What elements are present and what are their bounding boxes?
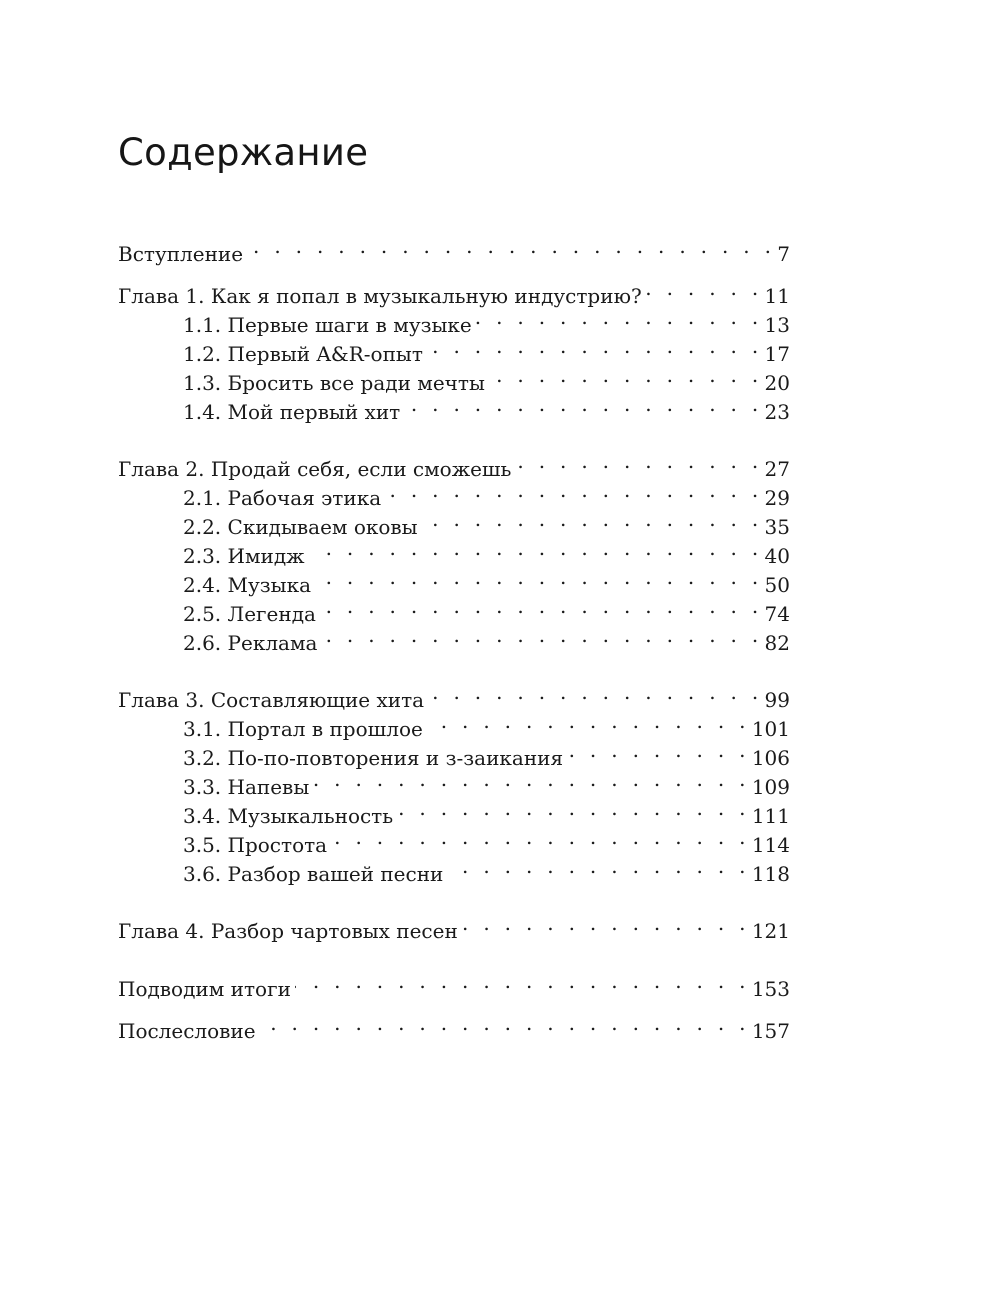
toc-entry-chapter-2[interactable] <box>118 446 790 481</box>
toc-entry-section-1-3[interactable] <box>183 360 790 395</box>
toc-entry-page: 121 <box>751 919 790 943</box>
toc-entry-page: 157 <box>751 1019 790 1043</box>
toc-entry-chapter-4[interactable] <box>118 908 790 943</box>
toc-entry-label: 2.2. Скидываем оковы <box>183 515 418 539</box>
toc-entry-page: 50 <box>764 573 790 597</box>
toc-entry-label: 3.6. Разбор вашей песни <box>183 862 444 886</box>
toc-entry-section-3-1[interactable] <box>183 706 790 741</box>
dot-leader <box>404 389 762 419</box>
dot-leader <box>462 908 750 938</box>
toc-entry-page: 29 <box>764 486 790 510</box>
toc-entry-page: 101 <box>751 717 790 741</box>
dot-leader <box>515 446 762 476</box>
toc-entry-label: 3.2. По-по-повторения и з-заикания <box>183 746 564 770</box>
toc-entry-page: 118 <box>751 862 790 886</box>
toc-entry-page: 99 <box>764 688 790 712</box>
toc-entry-section-3-4[interactable] <box>183 793 790 828</box>
dot-leader <box>315 562 763 592</box>
dot-leader <box>427 331 763 361</box>
dot-leader <box>428 677 762 707</box>
toc-entry-section-2-2[interactable] <box>183 504 790 539</box>
toc-entry-afterword[interactable] <box>118 1008 790 1043</box>
toc-entry-label: 2.3. Имидж <box>183 544 305 568</box>
toc-entry-page: 35 <box>764 515 790 539</box>
toc-entry-page: 20 <box>764 371 790 395</box>
toc-entry-page: 23 <box>764 400 790 424</box>
toc-entry-section-2-1[interactable] <box>183 475 790 510</box>
toc-entry-label: 1.3. Бросить все ради мечты <box>183 371 485 395</box>
dot-leader <box>422 504 763 534</box>
toc-entry-label: 2.1. Рабочая этика <box>183 486 382 510</box>
toc-entry-section-2-4[interactable] <box>183 562 790 597</box>
toc-entry-label: 1.4. Мой первый хит <box>183 400 401 424</box>
toc-entry-label: Глава 3. Составляющие хита <box>118 688 425 712</box>
toc-entry-page: 13 <box>764 313 790 337</box>
toc-entry-section-3-3[interactable] <box>183 764 790 799</box>
dot-leader <box>427 706 750 736</box>
toc-entry-introduction[interactable] <box>118 231 790 266</box>
toc-entry-label: 2.5. Легенда <box>183 602 316 626</box>
toc-entry-page: 7 <box>777 242 790 266</box>
toc-entry-chapter-3[interactable] <box>118 677 790 712</box>
dot-leader <box>397 793 750 823</box>
dot-leader <box>646 273 763 303</box>
toc-entry-page: 11 <box>764 284 790 308</box>
toc-entry-label: Глава 4. Разбор чартовых песен <box>118 919 458 943</box>
toc-entry-label: 1.2. Первый A&R-опыт <box>183 342 423 366</box>
toc-entry-page: 17 <box>764 342 790 366</box>
toc-entry-section-2-5[interactable] <box>183 591 790 626</box>
toc-entry-section-2-3[interactable] <box>183 533 790 568</box>
dot-leader <box>260 1008 750 1038</box>
dot-leader <box>447 851 749 881</box>
toc-entry-summary[interactable] <box>118 966 790 1001</box>
dot-leader <box>320 591 763 621</box>
toc-entry-label: 2.4. Музыка <box>183 573 312 597</box>
dot-leader <box>385 475 762 505</box>
toc-entry-section-3-6[interactable] <box>183 851 790 886</box>
toc-entry-label: Глава 2. Продай себя, если сможешь <box>118 457 512 481</box>
toc-entry-page: 114 <box>751 833 790 857</box>
dot-leader <box>331 822 750 852</box>
toc-entry-section-3-5[interactable] <box>183 822 790 857</box>
toc-entry-page: 111 <box>751 804 790 828</box>
dot-leader <box>313 764 750 794</box>
toc-entry-label: 3.1. Портал в прошлое <box>183 717 423 741</box>
toc-entry-section-1-2[interactable] <box>183 331 790 366</box>
toc-entry-section-3-2[interactable] <box>183 735 790 770</box>
toc-entry-label: 3.3. Напевы <box>183 775 310 799</box>
toc-entry-label: 1.1. Первые шаги в музыке <box>183 313 472 337</box>
toc-entry-page: 82 <box>764 631 790 655</box>
toc-entry-label: Глава 1. Как я попал в музыкальную индустрию? <box>118 284 642 308</box>
dot-leader <box>247 231 775 261</box>
toc-entry-label: 2.6. Реклама <box>183 631 318 655</box>
toc-entry-label: 3.5. Простота <box>183 833 328 857</box>
toc-entry-chapter-1[interactable] <box>118 273 790 308</box>
dot-leader <box>321 620 762 650</box>
page-title: Содержание <box>118 131 369 174</box>
dot-leader <box>476 302 763 332</box>
toc-entry-label: Подводим итоги <box>118 977 291 1001</box>
toc-entry-page: 109 <box>751 775 790 799</box>
toc-entry-page: 40 <box>764 544 790 568</box>
toc-entry-page: 27 <box>764 457 790 481</box>
toc-entry-page: 153 <box>751 977 790 1001</box>
toc-entry-label: Послесловие <box>118 1019 256 1043</box>
toc-entry-page: 106 <box>751 746 790 770</box>
toc-entry-section-1-1[interactable] <box>183 302 790 337</box>
toc-entry-section-1-4[interactable] <box>183 389 790 424</box>
dot-leader <box>489 360 763 390</box>
toc-entry-section-2-6[interactable] <box>183 620 790 655</box>
dot-leader <box>567 735 750 765</box>
dot-leader <box>309 533 763 563</box>
toc-entry-page: 74 <box>764 602 790 626</box>
dot-leader <box>295 966 750 996</box>
toc-entry-label: Вступление <box>118 242 244 266</box>
toc-entry-label: 3.4. Музыкальность <box>183 804 394 828</box>
